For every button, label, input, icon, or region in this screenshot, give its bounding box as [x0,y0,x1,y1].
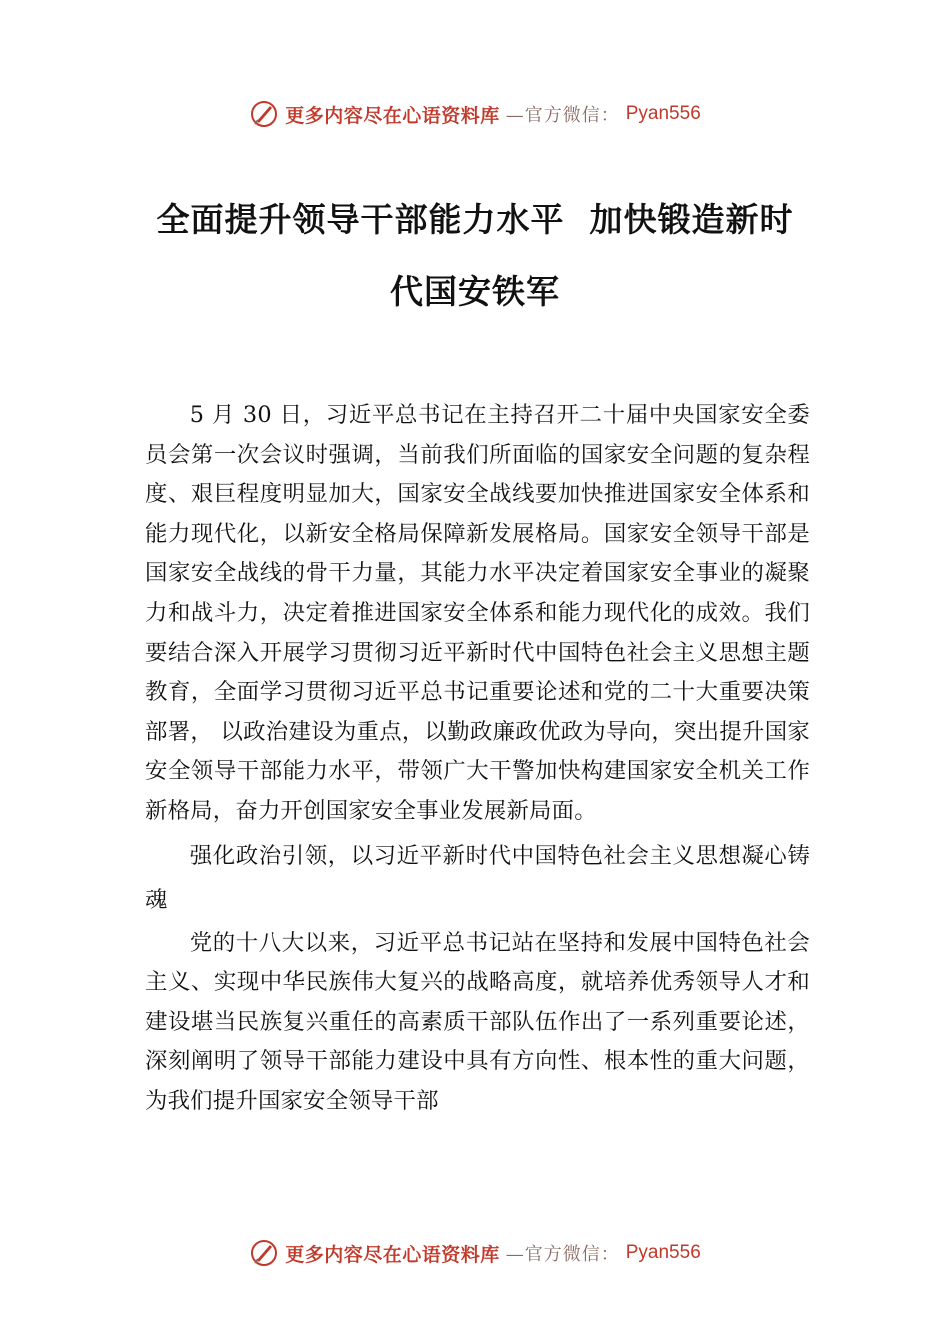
footer-watermark [0,1233,950,1273]
document-body [145,396,810,1122]
section-subheading: 强化政治引领，以习近平新时代中国特色社会主义思想凝心铸魂 [145,842,810,913]
header-watermark-main: 更多内容尽在心语资料库 [285,104,500,127]
title-line-2: 代国安铁军 [390,272,560,311]
quill-pen-logo-icon [249,1238,279,1268]
footer-watermark-main: 更多内容尽在心语资料库 [285,1243,500,1266]
header-watermark [0,94,950,134]
document-title [0,200,950,312]
paragraph-2: 党的十八大以来，习近平总书记站在坚持和发展中国特色社会主义、实现中华民族伟大复兴的战略高度，就培养优秀领导人才和建设堪当民族复兴重任的高素质干部队伍作出了一系列重要论述，深刻阐明了领导干部能力建设中具有方向性、根本性的重大问题，为我们提升国家安全领导干部 [145,929,810,1114]
title-line-1: 全面提升领导干部能力水平 加快锻造新时 [156,200,794,239]
quill-pen-logo-icon [249,99,279,129]
header-watermark-sub: —官方微信： [505,105,620,126]
header-watermark-id: Pyan556 [625,103,701,124]
footer-watermark-sub: —官方微信： [505,1244,620,1265]
paragraph-1: 5 月 30 日，习近平总书记在主持召开二十届中央国家安全委员会第一次会议时强调，当前我们所面临的国家安全问题的复杂程度、艰巨程度明显加大，国家安全战线要加快推进国家安全体系和能力现代化，以新安全格局保障新发展格局。国家安全领导干部是国家安全战线的骨干力量，其能力水平决定着国家安全事业的凝聚力和战斗力，决定着推进国家安全体系和能力现代化的成效。我们要结合深入开展学习贯彻习近平新时代中国特色社会主义思想主题教育，全面学习贯彻习近平总书记重要论述和党的二十大重要决策部署， 以政治建设为重点，以勤政廉政优政为导向，突出提升国家安全领导干部能力水平，带领广大干警加快构建国家安全机关工作新格局，奋力开创国家安全事业发展新局面。 [145,402,810,824]
footer-watermark-id: Pyan556 [625,1242,701,1263]
